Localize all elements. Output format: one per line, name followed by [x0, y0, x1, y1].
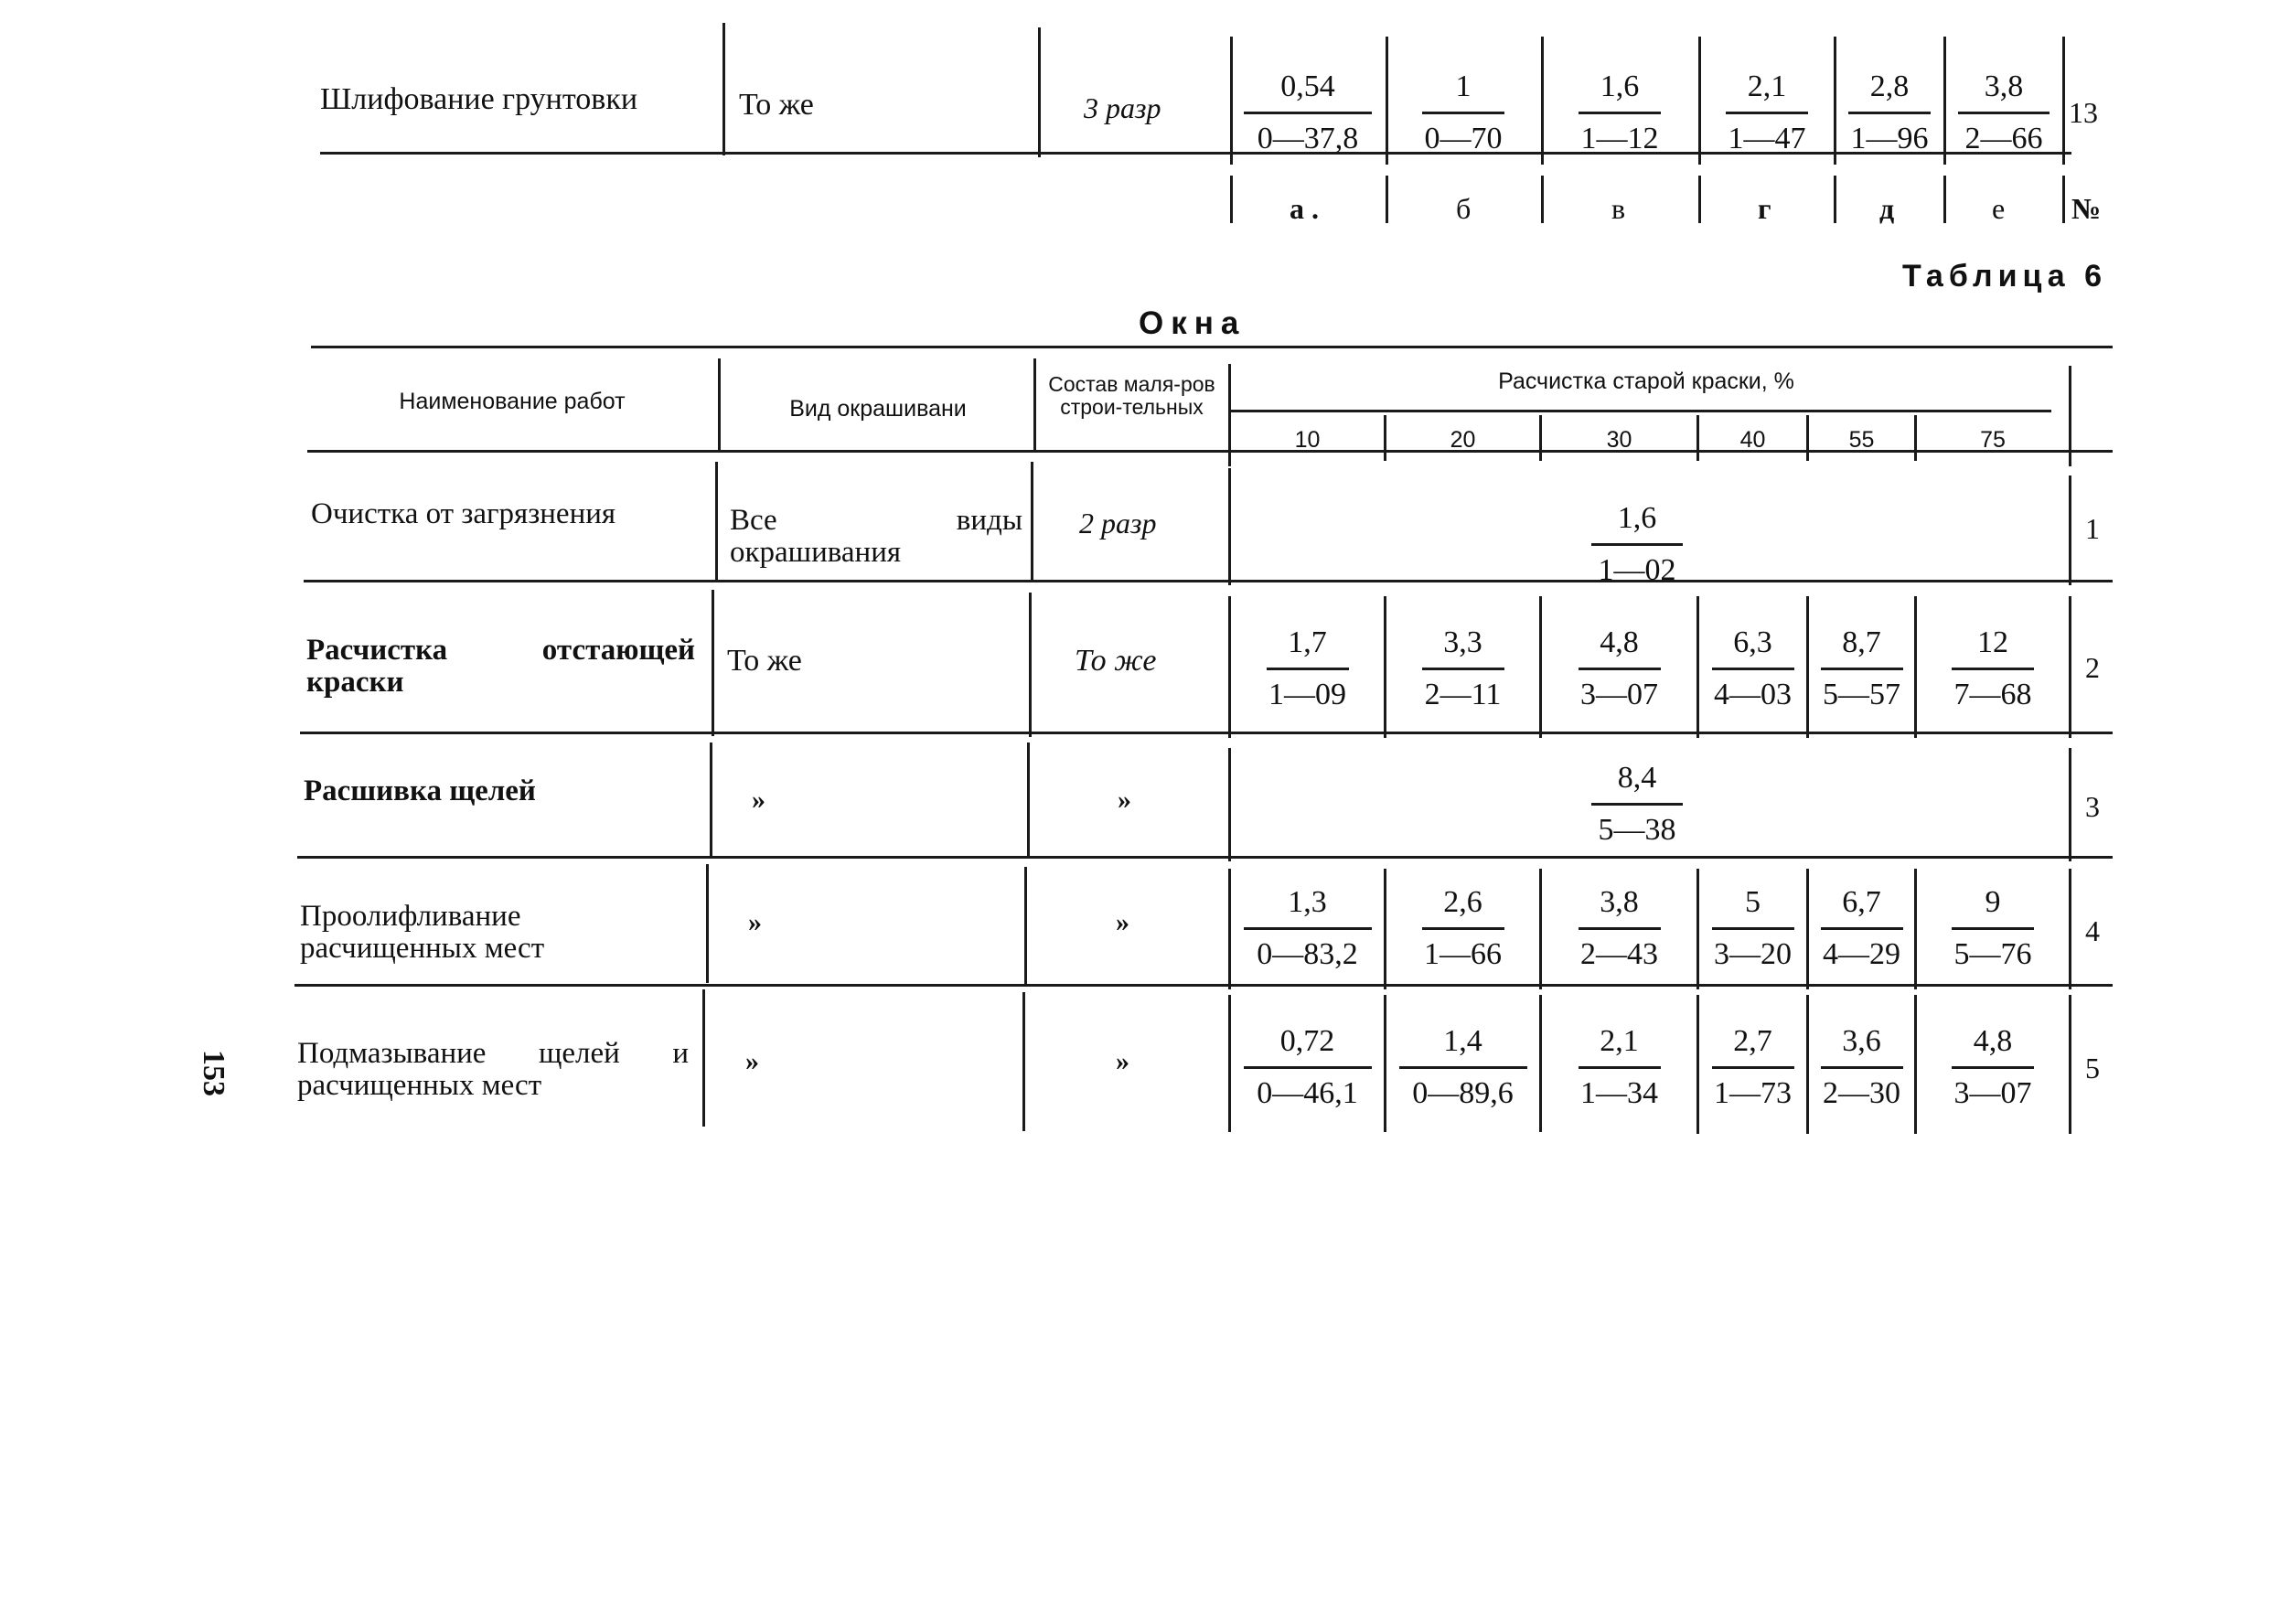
value-fraction: 0,72 0—46,1 — [1233, 1026, 1382, 1109]
row-number: 4 — [2085, 914, 2100, 947]
value-fraction: 3,8 2—66 — [1948, 71, 2060, 155]
row-crew: » — [1118, 785, 1131, 815]
value-fraction: 6,3 4—03 — [1701, 627, 1804, 710]
value-fraction: 1 0—70 — [1390, 71, 1536, 155]
divider — [1943, 37, 1946, 165]
divider — [1806, 995, 1809, 1134]
row-kind: » — [752, 785, 765, 815]
divider — [1031, 462, 1033, 581]
divider — [1806, 415, 1809, 461]
header-percent: 30 — [1606, 427, 1632, 453]
divider — [1033, 358, 1036, 452]
value-fraction: 0,54 0—37,8 — [1235, 71, 1381, 155]
divider — [1384, 869, 1386, 989]
value-fraction: 4,8 3—07 — [1544, 627, 1695, 710]
row-rule — [300, 732, 2113, 734]
row-rule — [297, 856, 2113, 859]
value-fraction: 2,1 1—34 — [1544, 1026, 1695, 1109]
divider — [1696, 415, 1699, 461]
row-kind: » — [748, 907, 762, 937]
header-crew: Состав маля-ров строи-тельных — [1048, 372, 1215, 420]
header-percent: 10 — [1294, 427, 1321, 453]
value-fraction: 2,7 1—73 — [1701, 1026, 1804, 1109]
value-fraction: 1,6 1—12 — [1546, 71, 1694, 155]
divider — [715, 462, 718, 581]
divider — [2069, 366, 2071, 466]
header-group: Расчистка старой краски, % — [1498, 369, 1794, 394]
divider — [1914, 596, 1917, 738]
table-label: Таблица 6 — [1902, 259, 2108, 294]
value-fraction: 2,6 1—66 — [1388, 887, 1537, 970]
divider — [1029, 593, 1032, 737]
divider — [1022, 992, 1025, 1131]
row-number: 1 — [2085, 512, 2100, 545]
header-percent: 20 — [1450, 427, 1476, 453]
divider — [712, 590, 714, 736]
divider — [1228, 468, 1231, 585]
row-name: Проолифливание расчищенных мест — [300, 900, 545, 965]
divider — [1806, 869, 1809, 989]
divider — [1384, 995, 1386, 1132]
row-number: 13 — [2069, 96, 2098, 129]
row-kind: То же — [739, 88, 814, 122]
page-number: 153 — [197, 1050, 230, 1096]
row-name: Очистка от загрязнения — [311, 497, 616, 530]
divider — [1539, 415, 1542, 461]
divider — [1228, 748, 1231, 861]
divider — [2069, 475, 2071, 585]
row-name: Шлифование грунтовки — [320, 82, 638, 116]
header-percent: 55 — [1848, 427, 1875, 453]
divider — [1696, 995, 1699, 1134]
divider — [1038, 27, 1041, 157]
divider — [1228, 596, 1231, 738]
divider — [718, 358, 721, 452]
row-rule — [294, 984, 2113, 987]
divider — [1228, 364, 1231, 466]
divider — [1698, 176, 1701, 223]
divider — [1696, 869, 1699, 989]
row-crew: 2 разр — [1079, 507, 1157, 540]
value-fraction: 5 3—20 — [1701, 887, 1804, 970]
header-name: Наименование работ — [399, 389, 626, 414]
group-rule — [1230, 410, 2051, 412]
divider — [1539, 995, 1542, 1132]
divider — [1024, 867, 1027, 986]
value-fraction: 9 5—76 — [1919, 887, 2067, 970]
row-kind: » — [745, 1046, 759, 1076]
value-fraction: 3,8 2—43 — [1544, 887, 1695, 970]
row-name: Подмазывание щелей и расчищенных мест — [297, 1037, 689, 1102]
divider — [1541, 176, 1544, 223]
divider — [1806, 596, 1809, 738]
section-title: Окна — [1139, 305, 1247, 341]
divider — [2069, 596, 2071, 738]
divider — [1386, 176, 1388, 223]
divider — [2062, 37, 2065, 165]
divider — [1539, 596, 1542, 738]
value-fraction: 4,8 3—07 — [1919, 1026, 2067, 1109]
row-crew: То же — [1075, 644, 1157, 678]
divider — [2062, 176, 2065, 223]
column-letter: е — [1992, 192, 2006, 225]
row-name: Расшивка щелей — [304, 775, 536, 807]
divider — [2069, 748, 2071, 861]
value-fraction: 1,4 0—89,6 — [1388, 1026, 1537, 1109]
row-name: Расчистка отстающей краски — [306, 634, 695, 699]
row-kind: Все виды окрашивания — [730, 504, 1022, 569]
divider — [2069, 869, 2071, 989]
value-fraction: 1,7 1—09 — [1233, 627, 1382, 710]
column-letter: д — [1879, 192, 1895, 225]
divider — [706, 864, 709, 983]
divider — [722, 23, 725, 155]
divider — [1914, 415, 1917, 461]
row-crew: » — [1116, 1046, 1129, 1076]
value-fraction: 2,8 1—96 — [1838, 71, 1941, 155]
row-kind: То же — [727, 644, 802, 678]
divider — [1228, 869, 1231, 989]
row-rule — [304, 580, 2113, 582]
value-fraction: 3,6 2—30 — [1811, 1026, 1912, 1109]
divider — [1539, 869, 1542, 989]
table-top-rule — [311, 346, 2113, 348]
divider — [1230, 37, 1233, 165]
value-fraction: 1,6 1—02 — [1555, 503, 1719, 586]
column-letter: в — [1611, 192, 1626, 225]
row-crew: » — [1116, 907, 1129, 937]
value-fraction: 8,7 5—57 — [1811, 627, 1912, 710]
header-percent: 40 — [1739, 427, 1766, 453]
divider — [1834, 37, 1836, 165]
divider — [1384, 596, 1386, 738]
row-crew: 3 разр — [1084, 91, 1161, 124]
divider — [702, 989, 705, 1127]
value-fraction: 2,1 1—47 — [1703, 71, 1831, 155]
header-kind: Вид окрашивани — [789, 396, 967, 422]
divider — [1834, 176, 1836, 223]
divider — [1386, 37, 1388, 165]
value-fraction: 12 7—68 — [1919, 627, 2067, 710]
divider — [1230, 176, 1233, 223]
divider — [1541, 37, 1544, 165]
value-fraction: 3,3 2—11 — [1388, 627, 1537, 710]
divider — [2069, 995, 2071, 1134]
divider — [1914, 869, 1917, 989]
column-letter: № — [2071, 192, 2102, 225]
column-letter: б — [1456, 192, 1472, 225]
divider — [1696, 596, 1699, 738]
divider — [1027, 743, 1030, 858]
divider — [1228, 995, 1231, 1132]
divider — [1914, 995, 1917, 1134]
divider — [1384, 415, 1386, 461]
row-number: 5 — [2085, 1052, 2100, 1084]
divider — [1943, 176, 1946, 223]
divider — [710, 743, 712, 858]
column-letter: а . — [1290, 192, 1319, 225]
value-fraction: 1,3 0—83,2 — [1233, 887, 1382, 970]
column-letter: г — [1758, 192, 1771, 225]
value-fraction: 8,4 5—38 — [1555, 763, 1719, 846]
row-number: 3 — [2085, 790, 2100, 823]
header-percent: 75 — [1980, 427, 2006, 453]
row-number: 2 — [2085, 651, 2100, 684]
value-fraction: 6,7 4—29 — [1811, 887, 1912, 970]
divider — [1698, 37, 1701, 165]
